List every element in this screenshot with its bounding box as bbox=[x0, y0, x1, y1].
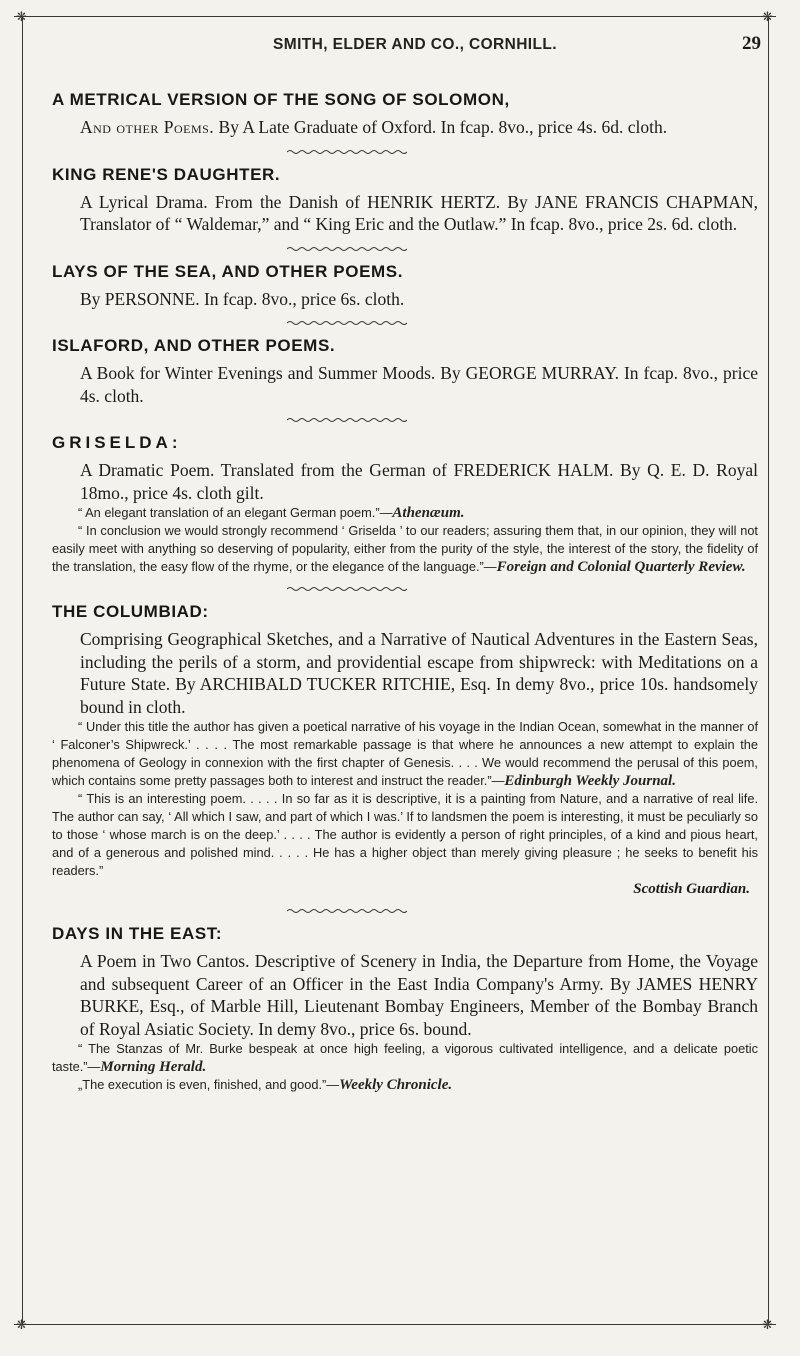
wavy-divider-icon bbox=[287, 246, 407, 252]
corner-ornament-icon: ❋ bbox=[762, 1317, 773, 1332]
corner-ornament-icon: ❋ bbox=[16, 9, 27, 24]
review-quote: “ In conclusion we would strongly recommend ‘ Griselda ’ to our readers; assuring them that, in our opinion, they will not easily meet with anything so deserving of popularity, either from the purity of the style, the interest of the story, the fidelity of the translation, the easy flow of the rhyme, or the elegance of the language.”—Foreign and Colonial Quarterly Review. bbox=[52, 523, 758, 575]
catalogue-entry bbox=[52, 90, 758, 139]
wavy-divider-icon bbox=[287, 417, 407, 423]
review-quote: “ An elegant translation of an elegant German poem.”—Athenæum. bbox=[78, 505, 465, 521]
entry-title: THE COLUMBIAD: bbox=[52, 602, 209, 621]
entry-title: KING RENE'S DAUGHTER. bbox=[52, 164, 281, 184]
entry-title: GRISELDA: bbox=[52, 433, 182, 452]
entry-description: A Dramatic Poem. Translated from the German of FREDERICK HALM. By Q. E. D. Royal 18mo., price 4s. cloth gilt. bbox=[80, 460, 758, 503]
entry-description: A Lyrical Drama. From the Danish of HENRIK HERTZ. By JANE FRANCIS CHAPMAN, Translator of “ Waldemar,” and “ King Eric and the Outlaw.” In fcap. 8vo., price 2s. 6d. cloth. bbox=[80, 191, 758, 234]
page-number: 29 bbox=[742, 33, 761, 54]
catalogue-entry bbox=[52, 165, 758, 236]
entry-description: A Book for Winter Evenings and Summer Moods. By GEORGE MURRAY. In fcap. 8vo., price 4s. cloth. bbox=[80, 363, 758, 406]
corner-ornament-icon: ❋ bbox=[762, 9, 773, 24]
left-border-rule bbox=[22, 16, 23, 1324]
corner-ornament-icon: ❋ bbox=[16, 1317, 27, 1332]
entry-title: DAYS IN THE EAST: bbox=[52, 924, 223, 943]
entry-title: ISLAFORD, AND OTHER POEMS. bbox=[52, 336, 336, 355]
review-source: Weekly Chronicle. bbox=[339, 1077, 453, 1093]
wavy-divider-icon bbox=[287, 320, 407, 326]
wavy-divider-icon bbox=[287, 149, 407, 155]
catalogue-entry bbox=[52, 602, 758, 898]
bottom-border-rule bbox=[14, 1324, 776, 1325]
catalogue-entry bbox=[52, 262, 758, 311]
entry-description bbox=[80, 116, 758, 139]
review-quote: “ This is an interesting poem. . . . . In so far as it is descriptive, it is a painting from Nature, and a narrative of real life. The author can say, ‘ All which I saw, and part of which I was.’ If to landsmen the poem is interesting, it must be peculiarly so to those ‘ whose march is on the deep.’ . . . . The author is evidently a person of right principles, of a kind and pious heart, and of a generous and polished mind. . . . . He has a higher object than merely giving pleasure ; he seeks to benefit his readers.” bbox=[52, 791, 758, 878]
entry-title: LAYS OF THE SEA, AND OTHER POEMS. bbox=[52, 261, 404, 281]
review-quote: „The execution is even, finished, and good.”—Weekly Chronicle. bbox=[78, 1077, 453, 1093]
review-quote: “ Under this title the author has given a poetical narrative of his voyage in the Indian Ocean, somewhat in the manner of ‘ Falconer’s Shipwreck.’ . . . . The most remarkable passage is that where he announces a new attempt to explain the phenomena of Geology in connexion with the first chapter of Genesis. . . . We would recommend the perusal of this poem, which contains some pretty passages both to interest and instruct the reader.”—Edinburgh Weekly Journal. bbox=[52, 719, 758, 789]
catalogue-list bbox=[52, 90, 758, 1094]
review-source: Foreign and Colonial Quarterly Review. bbox=[496, 559, 746, 575]
entry-title: A METRICAL VERSION OF THE SONG OF SOLOMON, bbox=[52, 90, 510, 109]
entry-subtitle: And other Poems. bbox=[80, 117, 215, 137]
review-source: Edinburgh Weekly Journal. bbox=[504, 773, 676, 789]
running-header: SMITH, ELDER AND CO., CORNHILL. bbox=[273, 36, 557, 53]
catalogue-entry bbox=[52, 433, 758, 576]
wavy-divider-icon bbox=[287, 908, 407, 914]
catalogue-entry bbox=[52, 924, 758, 1094]
catalogue-entry bbox=[52, 336, 758, 407]
top-border-rule bbox=[14, 16, 776, 17]
wavy-divider-icon bbox=[287, 586, 407, 592]
entry-description: A Poem in Two Cantos. Descriptive of Scenery in India, the Departure from Home, the Voyage and subsequent Career of an Officer in the East India Company's Army. By JAMES HENRY BURKE, Esq., of Marble Hill, Lieutenant Bombay Engineers, Member of the Bombay Branch of Royal Asiatic Society. In demy 8vo., price 6s. bound. bbox=[80, 951, 758, 1039]
review-attribution: Scottish Guardian. bbox=[633, 881, 750, 897]
review-quote: “ The Stanzas of Mr. Burke bespeak at once high feeling, a vigorous cultivated intelligence, and a delicate poetic taste.”—Morning Herald. bbox=[52, 1041, 758, 1075]
right-border-rule bbox=[768, 16, 769, 1324]
review-source: Athenæum. bbox=[392, 505, 465, 521]
entry-description: Comprising Geographical Sketches, and a Narrative of Nautical Adventures in the Eastern Seas, including the perils of a storm, and providential escape from shipwreck: with Meditations on a Future State. By ARCHIBALD TUCKER RITCHIE, Esq. In demy 8vo., price 10s. handsomely bound in cloth. bbox=[80, 629, 758, 717]
entry-description: By PERSONNE. In fcap. 8vo., price 6s. cloth. bbox=[80, 288, 405, 309]
review-source: Morning Herald. bbox=[100, 1059, 207, 1075]
entry-details: By A Late Graduate of Oxford. In fcap. 8vo., price 4s. 6d. cloth. bbox=[214, 117, 668, 137]
